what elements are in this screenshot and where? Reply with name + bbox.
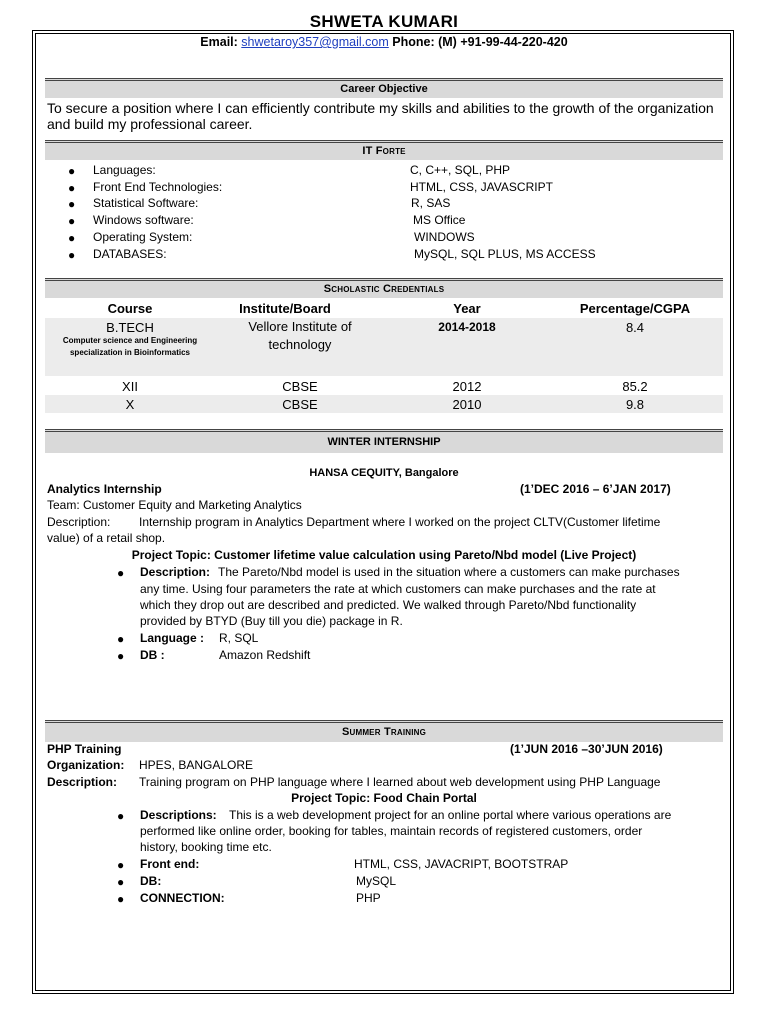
it-label: Operating System: [93, 230, 193, 244]
bullet-icon: ● [117, 875, 125, 889]
section-scholastic [45, 278, 723, 298]
phone-label: Phone: (M) [392, 35, 457, 49]
column-header: Institute/Board [239, 301, 331, 316]
role-title: Analytics Internship [47, 482, 162, 496]
bullet-icon: ● [117, 858, 125, 872]
bullet-text: MySQL [356, 874, 397, 888]
bullet-icon: ● [68, 181, 76, 195]
bullet-icon: ● [117, 809, 125, 823]
cell-institute: CBSE [282, 397, 318, 412]
bullet-label: CONNECTION: [140, 891, 225, 905]
section-title: Career Objective [340, 83, 428, 95]
bullet-label: Description: [140, 565, 211, 579]
bullet-text: This is a web development project for an online portal where various operations are [229, 808, 672, 822]
candidate-name: SHWETA KUMARI [309, 12, 459, 31]
description-label: Description: [47, 775, 118, 789]
cell-course: XII [122, 379, 138, 394]
email-label: Email: [200, 35, 238, 49]
description-label: Description: [47, 515, 111, 529]
it-label: Front End Technologies: [93, 180, 223, 194]
contact-line [0, 35, 768, 49]
bullet-text: PHP [356, 891, 381, 905]
it-label: Statistical Software: [93, 196, 199, 210]
team-line: Team: Customer Equity and Marketing Analytics [47, 498, 302, 512]
bullet-icon: ● [117, 892, 125, 906]
bullet-icon: ● [68, 248, 76, 262]
description-text: value) of a retail shop. [47, 531, 166, 545]
cell-year: 2010 [452, 397, 482, 412]
bullet-text: which they drop out are described and predicted. We walked through Pareto/Nbd functionality [140, 598, 637, 612]
date-range: (1’JUN 2016 –30’JUN 2016) [510, 742, 663, 756]
bullet-icon: ● [117, 632, 125, 646]
bullet-text: R, SQL [219, 631, 259, 645]
it-value: MySQL, SQL PLUS, MS ACCESS [414, 247, 596, 261]
cell-course-sub: specialization in Bioinformatics [69, 348, 191, 357]
it-label: Languages: [93, 163, 156, 177]
bullet-icon: ● [117, 649, 125, 663]
column-header: Year [453, 301, 481, 316]
cell-score: 85.2 [622, 379, 648, 394]
role-title: PHP Training [47, 742, 122, 756]
it-value: R, SAS [411, 196, 451, 210]
bullet-label: Front end: [140, 857, 200, 871]
cell-year: 2014-2018 [438, 320, 496, 334]
org-value: HPES, BANGALORE [139, 758, 254, 772]
description-text: Internship program in Analytics Department where I worked on the project CLTV(Customer lifetime [139, 515, 661, 529]
column-header: Percentage/CGPA [579, 301, 691, 316]
cell-institute: CBSE [282, 379, 318, 394]
bullet-label: DB : [140, 648, 165, 662]
email-link[interactable]: shwetaroy357@gmail.com [241, 35, 389, 49]
career-objective-text [47, 100, 727, 132]
cell-institute: Vellore Institute of [248, 319, 352, 334]
objective-line: To secure a position where I can efficiently contribute my skills and abilities to the growth of the organization [47, 100, 714, 116]
bullet-icon: ● [68, 214, 76, 228]
objective-line: and build my professional career. [47, 116, 253, 132]
cell-institute: technology [268, 337, 332, 352]
org-label: Organization: [47, 758, 125, 772]
company-name: HANSA CEQUITY, Bangalore [309, 467, 459, 479]
bullet-text: Amazon Redshift [219, 648, 311, 662]
cell-score: 9.8 [625, 397, 645, 412]
section-it-forte [45, 140, 723, 160]
phone-number: +91-99-44-220-420 [460, 35, 568, 49]
bullet-text: performed like online order, booking for tables, maintain records of registered customers, order [140, 824, 643, 838]
project-topic: Project Topic: Food Chain Portal [291, 791, 477, 805]
bullet-text: history, booking time etc. [140, 840, 272, 854]
cell-course: B.TECH [106, 320, 154, 335]
it-value: MS Office [413, 213, 466, 227]
it-value: WINDOWS [414, 230, 475, 244]
cell-score: 8.4 [625, 320, 645, 335]
it-label: DATABASES: [93, 247, 167, 261]
section-title: Scholastic Credentials [323, 283, 445, 295]
section-winter-internship [45, 429, 723, 453]
section-career-objective [45, 78, 723, 98]
bullet-text: The Pareto/Nbd model is used in the situation where a customers can make purchases [218, 565, 680, 579]
project-topic: Project Topic: Customer lifetime value calculation using Pareto/Nbd model (Live Project) [131, 548, 637, 562]
bullet-text: provided by BTYD (Buy till you die) package in R. [140, 614, 403, 628]
it-label: Windows software: [93, 213, 194, 227]
cell-course: X [125, 397, 135, 412]
cell-course-sub: Computer science and Engineering [62, 336, 198, 345]
it-value: C, C++, SQL, PHP [410, 163, 511, 177]
bullet-icon: ● [68, 164, 76, 178]
column-header: Course [107, 301, 153, 316]
it-value: HTML, CSS, JAVASCRIPT [410, 180, 553, 194]
bullet-icon: ● [68, 231, 76, 245]
bullet-text: HTML, CSS, JAVACRIPT, BOOTSTRAP [354, 857, 569, 871]
date-range: (1’DEC 2016 – 6’JAN 2017) [520, 482, 671, 496]
bullet-text: any time. Using four parameters the rate at which customers can make purchases and the rate at [140, 582, 656, 596]
section-title: WINTER INTERNSHIP [327, 436, 441, 448]
bullet-label: Descriptions: [140, 808, 217, 822]
bullet-label: Language : [140, 631, 205, 645]
description-text: Training program on PHP language where I learned about web development using PHP Language [139, 775, 661, 789]
section-title: Summer Training [341, 726, 427, 738]
bullet-icon: ● [117, 566, 125, 580]
bullet-label: DB: [140, 874, 162, 888]
bullet-icon: ● [68, 197, 76, 211]
section-summer-training [45, 720, 723, 742]
cell-year: 2012 [452, 379, 482, 394]
section-title: IT Forte [362, 145, 406, 157]
